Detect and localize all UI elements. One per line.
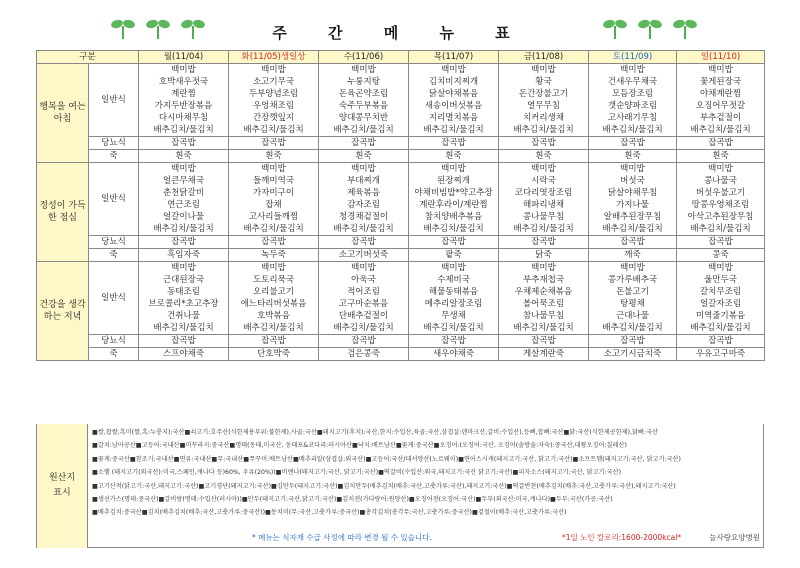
- general-menu-cell: [409, 163, 499, 236]
- menu-item: 배추김치/물김치: [243, 323, 304, 333]
- menu-item: 탕평채: [620, 299, 645, 309]
- menu-item: 참나물무침: [522, 311, 565, 321]
- porridge-label: 죽: [89, 348, 139, 361]
- menu-item: 브로콜리*초고추장: [148, 299, 219, 309]
- menu-item: 백미밥: [261, 164, 286, 174]
- menu-item: 지리멸치볶음: [428, 113, 479, 123]
- general-menu-cell: [589, 64, 677, 137]
- origin-label: 원산지 표시: [37, 424, 88, 548]
- general-menu-cell: [499, 64, 589, 137]
- menu-item: 부추겉절이: [699, 113, 742, 123]
- menu-item: 근대된장국: [162, 275, 205, 285]
- menu-item: 배추김치/물김치: [243, 224, 304, 234]
- menu-item: 배추김치/물김치: [153, 125, 214, 135]
- menu-item: 배추김치/물김치: [153, 323, 214, 333]
- general-menu-cell: [677, 163, 765, 236]
- menu-item: 단배추겉절이: [338, 311, 389, 321]
- menu-item: 가지두반장볶음: [154, 101, 213, 111]
- porridge-menu-cell: 흰죽: [409, 150, 499, 163]
- general-menu-cell: [139, 163, 229, 236]
- porridge-menu-cell: 우유고구마죽: [677, 348, 765, 361]
- menu-item: 백미밥: [620, 65, 645, 75]
- menu-item: 고구마순볶음: [338, 299, 389, 309]
- diabetic-menu-cell: 잡곡밥: [139, 236, 229, 249]
- menu-item: 해물동태볶음: [428, 287, 479, 297]
- menu-item: 계란찜: [171, 89, 196, 99]
- porridge-menu-cell: 흰죽: [677, 150, 765, 163]
- porridge-menu-cell: 흰죽: [229, 150, 319, 163]
- general-menu-cell: [319, 163, 409, 236]
- meal-diabetic-row: [37, 335, 765, 348]
- general-menu-cell: [499, 163, 589, 236]
- menu-item: 숙주두부볶음: [338, 101, 389, 111]
- notes-row: [92, 531, 762, 545]
- menu-item: 배추김치/물김치: [243, 125, 304, 135]
- menu-item: 백미밥: [171, 65, 196, 75]
- diabetic-menu-cell: 잡곡밥: [229, 335, 319, 348]
- general-menu-cell: [139, 64, 229, 137]
- menu-item: 우채제순채볶음: [514, 287, 573, 297]
- diabetic-menu-cell: 잡곡밥: [139, 137, 229, 150]
- diabetic-menu-cell: 잡곡밥: [499, 236, 589, 249]
- general-menu-cell: [589, 163, 677, 236]
- origin-lines: [92, 426, 762, 520]
- porridge-label: 죽: [89, 249, 139, 262]
- general-menu-cell: [677, 64, 765, 137]
- day-header-2: 수(11/06): [319, 51, 409, 64]
- menu-item: 얼큰무채국: [162, 176, 205, 186]
- menu-item: 갯순양파조림: [607, 101, 658, 111]
- meal-porridge-row: [37, 249, 765, 262]
- origin-line: ■쌀,찹쌀,흑미(쌀,흑:누룽지):국산■쇠고기:호주산(식한제용부위:불한제),사골:국산■돼지고기(후지):국산,한지:수입산,육골:국산,삼겹살:덴마크산,갈비:수입산),등뼈,잡뼈:국산■닭:국산(식한제공한제),닭뼈:국산: [92, 429, 659, 436]
- menu-item: 아삭고추된장무침: [687, 212, 754, 222]
- menu-change-note: * 메뉴는 식자재 수급 사정에 따라 변경 될 수 있습니다.: [252, 533, 432, 542]
- menu-item: 울만두국: [704, 275, 737, 285]
- menu-item: 수제비국: [437, 275, 470, 285]
- menu-item: 콩나물국: [704, 176, 737, 186]
- diabetic-menu-cell: 잡곡밥: [589, 137, 677, 150]
- meal-porridge-row: [37, 348, 765, 361]
- porridge-menu-cell: 단호박죽: [229, 348, 319, 361]
- general-menu-cell: [229, 163, 319, 236]
- porridge-menu-cell: 녹두죽: [229, 249, 319, 262]
- diabetic-menu-cell: 잡곡밥: [229, 236, 319, 249]
- menu-item: 감자조림: [347, 200, 380, 210]
- meal-name: 정성이 가득한 점심: [37, 163, 89, 262]
- menu-item: 배추김치/물김치: [690, 125, 751, 135]
- menu-item: 배추김치/물김치: [513, 125, 574, 135]
- porridge-menu-cell: 팥죽: [409, 249, 499, 262]
- menu-item: 배추김치/물김치: [153, 224, 214, 234]
- diabetic-menu-cell: 잡곡밥: [319, 236, 409, 249]
- menu-item: 가지나물: [616, 200, 649, 210]
- menu-item: 우엉채조림: [252, 101, 295, 111]
- menu-item: 배추김치/물김치: [333, 323, 394, 333]
- diabetic-menu-cell: 잡곡밥: [589, 236, 677, 249]
- menu-item: 다시마채무침: [158, 113, 209, 123]
- menu-item: 백미밥: [261, 263, 286, 273]
- menu-item: 간장깻잎지: [252, 113, 295, 123]
- menu-item: 김치비지찌개: [428, 77, 479, 87]
- general-menu-cell: [319, 64, 409, 137]
- menu-item: 소고기무국: [252, 77, 295, 87]
- general-menu-cell: [499, 262, 589, 335]
- day-header-5: 토(11/09): [589, 51, 677, 64]
- menu-item: 모듬장조림: [611, 89, 654, 99]
- menu-item: 콩가루배추국: [607, 275, 658, 285]
- menu-item: 무생채: [441, 311, 466, 321]
- porridge-menu-cell: 스프야채죽: [139, 348, 229, 361]
- menu-item: 백미밥: [620, 164, 645, 174]
- menu-item: 얼갈자조림: [699, 299, 742, 309]
- menu-item: 된장찌개: [437, 176, 470, 186]
- menu-item: 부대찌개: [347, 176, 380, 186]
- menu-item: 배추김치/물김치: [423, 125, 484, 135]
- menu-item: 백미밥: [441, 164, 466, 174]
- menu-item: 배추김치/물김치: [602, 224, 663, 234]
- porridge-menu-cell: 흰죽: [499, 150, 589, 163]
- general-menu-cell: [319, 262, 409, 335]
- menu-item: 배추김치/물김치: [333, 224, 394, 234]
- porridge-menu-cell: 게살계란죽: [499, 348, 589, 361]
- porridge-menu-cell: 소고기시금치죽: [589, 348, 677, 361]
- menu-item: 고사래기무침: [607, 113, 658, 123]
- hospital-name: 늘사랑요양병원: [709, 533, 760, 542]
- porridge-menu-cell: 콩죽: [677, 249, 765, 262]
- meal-diabetic-row: [37, 137, 765, 150]
- diabetic-menu-cell: 잡곡밥: [677, 236, 765, 249]
- menu-item: 배추김치/물김치: [423, 323, 484, 333]
- menu-item: 배추김치/물김치: [690, 323, 751, 333]
- meal-general-row: [37, 163, 765, 236]
- porridge-menu-cell: 검은콩죽: [319, 348, 409, 361]
- menu-item: 백미밥: [531, 263, 556, 273]
- diabetic-label: 당뇨식: [89, 236, 139, 249]
- general-label: 일반식: [89, 163, 139, 236]
- origin-line: ■꽃게:중국산■참조기:국내산■면류:국내산■무:국내산■쭈꾸미:베트남산■메추리알(삼겹살:외국산)■고등어:국산/대서양산(노르웨이)■연어스시캐(돼지고기:국산, 닭고기:국산)■소프트햄(돼지고기:국산, 닭고기:국산): [92, 455, 681, 463]
- menu-item: 야채비빔밥*약고추장: [414, 188, 493, 198]
- menu-item: 춘천닭갈비: [162, 188, 205, 198]
- porridge-menu-cell: 흰죽: [319, 150, 409, 163]
- weekly-menu-table: [36, 50, 765, 361]
- menu-item: 백미밥: [351, 263, 376, 273]
- meal-name: 건강을 생각하는 저녁: [37, 262, 89, 361]
- general-menu-cell: [229, 64, 319, 137]
- diabetic-menu-cell: 잡곡밥: [319, 137, 409, 150]
- category-header: 구분: [37, 51, 139, 64]
- menu-item: 계란후라이/계란찜: [419, 200, 488, 210]
- menu-item: 백미밥: [441, 263, 466, 273]
- menu-item: 백미밥: [708, 263, 733, 273]
- menu-item: 열무무침: [527, 101, 560, 111]
- menu-item: 시락국: [531, 176, 556, 186]
- menu-item: 황국: [535, 77, 552, 87]
- meal-general-row: [37, 262, 765, 335]
- menu-item: 백미밥: [708, 65, 733, 75]
- porridge-menu-cell: 흰죽: [589, 150, 677, 163]
- meal-name: 행복을 여는 아침: [37, 64, 89, 163]
- day-header-6: 일(11/10): [677, 51, 765, 64]
- diabetic-menu-cell: 잡곡밥: [409, 137, 499, 150]
- menu-item: 양대콩무치반: [338, 113, 389, 123]
- menu-item: 배추김치/물김치: [602, 323, 663, 333]
- menu-item: 호박볶음: [257, 311, 290, 321]
- menu-item: 부추재첩국: [522, 275, 565, 285]
- diabetic-menu-cell: 잡곡밥: [677, 137, 765, 150]
- menu-item: 콩나물무침: [522, 212, 565, 222]
- menu-item: 적어조림: [347, 287, 380, 297]
- menu-item: 볼어묵조림: [522, 299, 565, 309]
- menu-item: 돈불고기: [616, 287, 649, 297]
- menu-item: 배추김치/물김치: [690, 224, 751, 234]
- menu-item: 배추김치/물김치: [602, 125, 663, 135]
- general-menu-cell: [589, 262, 677, 335]
- general-menu-cell: [409, 262, 499, 335]
- diabetic-menu-cell: 잡곡밥: [589, 335, 677, 348]
- porridge-menu-cell: 닭죽: [499, 249, 589, 262]
- porridge-menu-cell: 깨죽: [589, 249, 677, 262]
- origin-line: ■소햄 (돼지고기(외국산):미국,스페인,캐나다 등)60%, 우유(20%))■비엔나(돼지고기:국산, 닭고기:국산)■떡갈비(수입산:외국,돼지고기:국산 닭고기:국산)■피자소스(돼지고기:국산, 닭고기:국산): [92, 469, 621, 477]
- diabetic-label: 당뇨식: [89, 335, 139, 348]
- menu-item: 땅콩우엉채조림: [691, 200, 750, 210]
- origin-line: ■생선가스(명태:중국산)■갈비랑(명태:수입산(러시아))■만두(돼지고기:국산,닭고기:국산)■김치전(가다랑어:원양산)■오징어전(오징어:국산)■두부(외국산:미국,캐나다)■두부:국산(가공:국산): [92, 495, 613, 503]
- menu-item: 백미밥: [171, 164, 196, 174]
- menu-item: 호박새우젓국: [158, 77, 209, 87]
- menu-item: 백미밥: [351, 65, 376, 75]
- menu-item: 닭살야채볶음: [428, 89, 479, 99]
- diabetic-menu-cell: 잡곡밥: [229, 137, 319, 150]
- menu-item: 애느타리버섯볶음: [240, 299, 307, 309]
- menu-item: 치커리생채: [522, 113, 565, 123]
- origin-line: ■고기산적(닭고기:국산,돼지고기:국산)■고기경단(돼지고기:국산)■김만두(돼지고기:국산)■김치만두(배추김치(배추:국산,고춧가루:국산),돼지고기:국산)■떡갈반찬(배추김치(배추:국산,고춧가루:국산),돼지고기:국산): [92, 482, 676, 490]
- menu-item: 코다리엿장조림: [514, 188, 573, 198]
- diabetic-menu-cell: 잡곡밥: [139, 335, 229, 348]
- porridge-menu-cell: 소고기버섯죽: [319, 249, 409, 262]
- meal-porridge-row: [37, 150, 765, 163]
- meal-diabetic-row: [37, 236, 765, 249]
- menu-item: 닭살야채무침: [607, 188, 658, 198]
- menu-item: 얼갈이나물: [162, 212, 205, 222]
- day-header-0: 월(11/04): [139, 51, 229, 64]
- menu-item: 배추김치/물김치: [513, 224, 574, 234]
- menu-item: 동태조림: [167, 287, 200, 297]
- menu-item: 새송이버섯볶음: [424, 101, 483, 111]
- origin-section: [36, 424, 764, 548]
- porridge-menu-cell: 흑임자죽: [139, 249, 229, 262]
- menu-item: 배추김치/물김치: [423, 224, 484, 234]
- menu-item: 야채계란찜: [699, 89, 742, 99]
- diabetic-menu-cell: 잡곡밥: [409, 236, 499, 249]
- diabetic-menu-cell: 잡곡밥: [499, 335, 589, 348]
- menu-item: 청경채겉절이: [338, 212, 389, 222]
- menu-item: 알배추된장무침: [603, 212, 662, 222]
- menu-item: 건새우무채국: [607, 77, 658, 87]
- menu-item: 꽃게된장국: [699, 77, 742, 87]
- menu-item: 백미밥: [531, 164, 556, 174]
- menu-item: 버섯우불고기: [695, 188, 746, 198]
- menu-item: 도토리묵국: [252, 275, 295, 285]
- menu-item: 백미밥: [708, 164, 733, 174]
- general-menu-cell: [139, 262, 229, 335]
- menu-item: 오징어무젓갈: [695, 101, 746, 111]
- diabetic-menu-cell: 잡곡밥: [677, 335, 765, 348]
- diabetic-menu-cell: 잡곡밥: [499, 137, 589, 150]
- day-header-1: 화(11/05)생일상: [229, 51, 319, 64]
- header-row: [37, 51, 765, 64]
- general-label: 일반식: [89, 64, 139, 137]
- menu-item: 메추리알장조림: [424, 299, 483, 309]
- menu-item: 갈치무조림: [699, 287, 742, 297]
- menu-item: 배추김치/물김치: [333, 125, 394, 135]
- diabetic-label: 당뇨식: [89, 137, 139, 150]
- menu-item: 배추김치/물김치: [513, 323, 574, 333]
- menu-item: 두부양념조림: [248, 89, 299, 99]
- calorie-note: *1일 노인 칼로리:1600-2000kcal*: [562, 533, 682, 542]
- menu-item: 해파리냉채: [522, 200, 565, 210]
- menu-item: 백미밥: [171, 263, 196, 273]
- menu-item: 연근조림: [167, 200, 200, 210]
- menu-item: 돈간장불고기: [518, 89, 569, 99]
- porridge-menu-cell: 새우야채죽: [409, 348, 499, 361]
- general-menu-cell: [229, 262, 319, 335]
- menu-item: 참치양배추볶음: [424, 212, 483, 222]
- menu-item: 제육볶음: [347, 188, 380, 198]
- menu-item: 잡채: [265, 200, 282, 210]
- menu-item: 버섯국: [620, 176, 645, 186]
- menu-item: 백미밥: [531, 65, 556, 75]
- menu-item: 돈육곤약조림: [338, 89, 389, 99]
- porridge-label: 죽: [89, 150, 139, 163]
- diabetic-menu-cell: 잡곡밥: [319, 335, 409, 348]
- menu-item: 백미밥: [441, 65, 466, 75]
- general-menu-cell: [677, 262, 765, 335]
- menu-item: 오리불고기: [252, 287, 295, 297]
- menu-item: 건취나물: [167, 311, 200, 321]
- meal-general-row: [37, 64, 765, 137]
- menu-item: 미역줄기볶음: [695, 311, 746, 321]
- diabetic-menu-cell: 잡곡밥: [409, 335, 499, 348]
- menu-item: 근대나물: [616, 311, 649, 321]
- day-header-4: 금(11/08): [499, 51, 589, 64]
- menu-item: 고사리들깨찜: [248, 212, 299, 222]
- menu-item: 아욱국: [351, 275, 376, 285]
- menu-item: 백미밥: [351, 164, 376, 174]
- menu-item: 가자미구이: [252, 188, 295, 198]
- general-menu-cell: [409, 64, 499, 137]
- general-label: 일반식: [89, 262, 139, 335]
- menu-item: 백미밥: [261, 65, 286, 75]
- porridge-menu-cell: 흰죽: [139, 150, 229, 163]
- origin-line: ■배추김치:중국산■김치(배추김치(배추:국산,고춧가루:중국산))■동치미(무:국산,고춧가루:중국산)■총각김치(총각무:국산,고춧가루:중국산)■겉절이(배추:국산,고춧가루:국산): [92, 509, 567, 517]
- menu-item: 백미밥: [620, 263, 645, 273]
- page-title: 주 간 메 뉴 표: [272, 24, 528, 42]
- menu-item: 들깨미역국: [252, 176, 295, 186]
- menu-item: 누룽지탕: [347, 77, 380, 87]
- origin-line: ■갈치:남아공산■고등어:국내산■미꾸라지:중국산■명태(동태,미국산, 동태포&코다리:러시아산■낙지:베트남산■꽃게:중국산■오징어:(오징어:국산, 오징어(솔방울:자숙):중국산,대왕오징어:칠레산): [92, 442, 627, 450]
- day-header-3: 목(11/07): [409, 51, 499, 64]
